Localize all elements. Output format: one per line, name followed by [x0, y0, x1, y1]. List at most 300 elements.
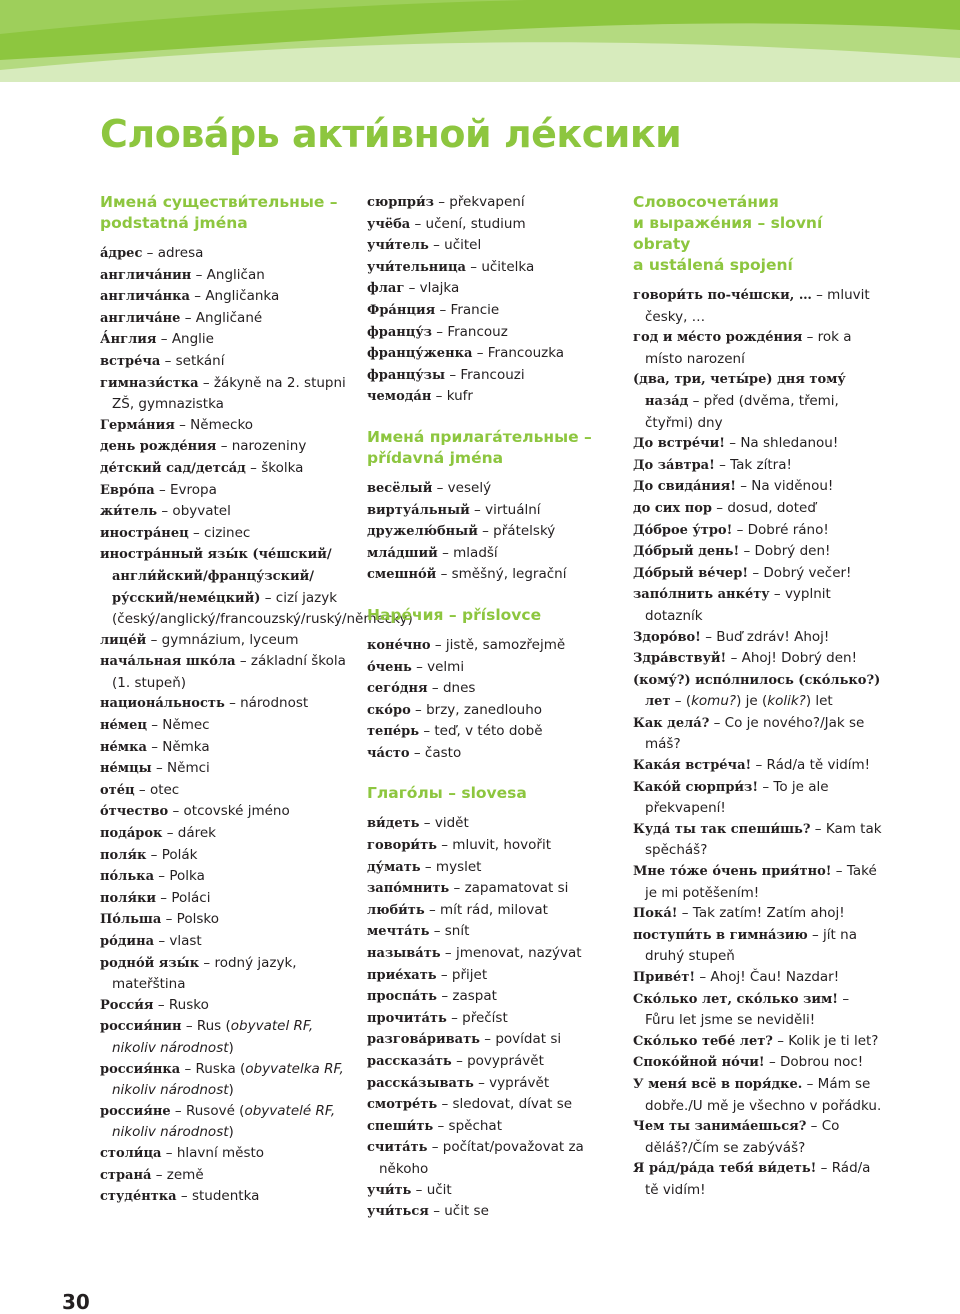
czech-translation: – Francie	[439, 301, 500, 318]
vocab-entry	[633, 861, 883, 903]
czech-translation: – gymnázium, lyceum	[150, 631, 299, 648]
vocab-entry	[367, 343, 617, 365]
russian-term: францу́з	[367, 324, 432, 340]
vocab-entry	[367, 386, 617, 408]
vocab-entry	[100, 523, 352, 545]
vocab-entry	[633, 433, 883, 455]
russian-term: Ско́лько тебе́ лет?	[633, 1033, 773, 1049]
vocab-entry	[633, 903, 883, 925]
czech-translation: – Ruska (	[184, 1060, 246, 1077]
russian-term: страна́	[100, 1167, 152, 1183]
czech-translation: – Kam tak spěcháš?	[645, 820, 882, 859]
translation-note: komu?	[691, 693, 737, 710]
czech-translation: – Co děláš?/Čím se zabýváš?	[645, 1118, 840, 1156]
adjective-list	[367, 478, 617, 586]
translation-continued: )	[228, 1124, 234, 1141]
russian-term: ду́мать	[367, 859, 421, 875]
heading-phrases: Словосочета́ния и выраже́ния – slovní obraty a ustálená spojení	[633, 193, 823, 274]
russian-term: гимнази́стка	[100, 375, 199, 391]
vocab-entry	[100, 953, 352, 995]
russian-term: рассказа́ть	[367, 1054, 452, 1069]
czech-translation: – rok a místo narození	[645, 329, 852, 367]
vocab-entry	[367, 657, 617, 679]
russian-term: проспа́ть	[367, 989, 438, 1005]
russian-term: национа́льность	[100, 696, 225, 712]
russian-term: учи́тель	[367, 238, 429, 254]
russian-term: прие́хать	[367, 967, 437, 983]
czech-translation: – setkání	[164, 352, 225, 369]
czech-translation: – adresa	[146, 245, 204, 261]
czech-translation: – mladší	[442, 544, 498, 561]
russian-term: оте́ц	[100, 782, 135, 798]
czech-translation: – cizí jazyk (český/anglický/francouzský/ruský/německý)	[112, 589, 413, 628]
czech-translation: – Angličan	[195, 266, 265, 283]
vocab-entry	[633, 498, 883, 520]
czech-translation: – národnost	[229, 695, 309, 712]
russian-term: жи́тель	[100, 504, 158, 520]
vocab-entry	[100, 995, 352, 1017]
czech-translation: – povyprávět	[456, 1053, 544, 1069]
russian-term: сего́дня	[367, 681, 428, 697]
russian-term: Здоро́во!	[633, 629, 701, 645]
russian-term: счита́ть	[367, 1140, 428, 1156]
russian-term: мечта́ть	[367, 924, 430, 940]
vocab-entry	[367, 1116, 617, 1138]
russian-term: учи́ться	[367, 1204, 429, 1220]
header-banner	[0, 0, 960, 82]
vocab-entry	[100, 458, 352, 480]
vocab-entry	[633, 1052, 883, 1074]
russian-term: до сих пор	[633, 500, 712, 516]
vocab-entry	[633, 777, 883, 819]
russian-term: называ́ть	[367, 946, 441, 962]
czech-translation: – Dobrý večer!	[752, 564, 852, 581]
vocab-entry	[100, 630, 352, 652]
russian-term: учи́тельница	[367, 259, 466, 275]
czech-translation: – Anglie	[160, 331, 214, 348]
russian-term: Како́й сюрпри́з!	[633, 779, 759, 795]
czech-translation: – mluvit česky, …	[645, 287, 870, 325]
vocab-entry	[100, 866, 352, 888]
vocab-entry	[633, 476, 883, 498]
czech-translation: – mít rád, milovat	[428, 901, 548, 918]
russian-term: Приве́т!	[633, 970, 696, 985]
russian-term: флаг	[367, 281, 405, 297]
czech-translation: – virtuální	[474, 501, 541, 518]
vocab-entry	[100, 1101, 352, 1143]
vocab-entry	[367, 322, 617, 344]
russian-term: де́тский сад/детса́д	[100, 460, 246, 476]
russian-term: запо́лнить анке́ту	[633, 587, 770, 603]
czech-translation: – jistě, samozřejmě	[434, 636, 566, 653]
vocab-entry	[367, 635, 617, 657]
vocab-entry	[367, 1008, 617, 1030]
vocab-entry	[633, 1031, 883, 1053]
vocab-entry	[367, 1029, 617, 1051]
russian-term: чемода́н	[367, 389, 432, 405]
czech-translation: – Rád/a tě vidím!	[755, 757, 871, 774]
czech-translation: – teď, v této době	[423, 723, 543, 740]
czech-translation: – studentka	[180, 1188, 260, 1205]
translation-continued: )	[228, 1039, 234, 1056]
russian-term: Евро́па	[100, 482, 155, 498]
vocab-entry	[633, 455, 883, 477]
vocab-entry	[367, 214, 617, 236]
translation-continued: ) let	[805, 693, 833, 710]
vocab-entry	[100, 1016, 352, 1058]
russian-term: Я ра́д/ра́да тебя́ ви́деть!	[633, 1161, 817, 1177]
russian-term: разгова́ривать	[367, 1032, 480, 1048]
russian-term: россия́нин	[100, 1019, 182, 1035]
czech-translation: – dnes	[431, 680, 476, 697]
vocab-entry	[100, 931, 352, 953]
czech-translation: – vyplnit dotazník	[645, 586, 831, 624]
russian-term: столи́ца	[100, 1145, 162, 1161]
czech-translation: – Rusové (	[174, 1102, 245, 1119]
russian-term: учёба	[367, 216, 411, 232]
heading-adverbs: Наре́чия – příslovce	[367, 605, 542, 624]
czech-translation: – počítat/považovat za někoho	[379, 1139, 584, 1177]
vocab-entry	[367, 743, 617, 765]
adverb-list	[367, 635, 617, 765]
russian-term: мла́дший	[367, 545, 438, 561]
russian-term: говори́ть по-че́шски, …	[633, 288, 812, 303]
czech-translation: – hlavní město	[165, 1144, 265, 1161]
vocab-entry	[367, 257, 617, 279]
vocab-entry	[367, 564, 617, 586]
czech-translation: – Na viděnou!	[740, 478, 834, 495]
vocab-entry	[100, 329, 352, 351]
russian-term: Здра́вствуй!	[633, 651, 727, 667]
vocab-entry	[367, 921, 617, 943]
czech-translation: – zapamatovat si	[453, 880, 569, 897]
vocab-entry	[100, 888, 352, 910]
vocab-entry	[367, 1073, 617, 1095]
czech-translation: – Také je mi potěšením!	[645, 863, 877, 901]
vocab-entry	[633, 285, 883, 327]
russian-term: нача́льная шко́ла	[100, 654, 236, 670]
russian-term: о́тчество	[100, 804, 169, 820]
russian-term: По́льша	[100, 912, 162, 928]
russian-term: день рожде́ния	[100, 439, 217, 455]
translation-continued: )	[228, 1082, 234, 1099]
russian-term: До встре́чи!	[633, 436, 725, 452]
russian-term: лице́й	[100, 632, 147, 648]
czech-translation: – Na shledanou!	[729, 435, 839, 452]
russian-term: не́мцы	[100, 761, 152, 777]
vocab-entry	[367, 1201, 617, 1223]
czech-translation: – mluvit, hovořit	[441, 837, 552, 854]
vocab-entry	[633, 1074, 883, 1116]
page-title: Слова́рь акти́вной ле́ксики	[100, 112, 682, 156]
russian-term: не́мка	[100, 739, 147, 755]
czech-translation: – učit	[415, 1181, 452, 1198]
czech-translation: – Němec	[151, 717, 210, 734]
vocab-entry	[367, 1051, 617, 1073]
russian-term: англича́нка	[100, 289, 190, 305]
vocab-entry	[100, 909, 352, 931]
czech-translation: – Němci	[156, 760, 210, 777]
vocab-entry	[367, 365, 617, 387]
czech-translation: – sledovat, dívat se	[441, 1096, 573, 1113]
czech-translation: – žákyně na 2. stupni ZŠ, gymnazistka	[112, 374, 346, 413]
russian-term: поступи́ть в гимна́зию	[633, 927, 808, 943]
czech-translation: – učit se	[433, 1203, 489, 1220]
russian-term: по́лька	[100, 869, 154, 885]
czech-translation: – učení, studium	[414, 215, 526, 232]
vocab-entry	[100, 1165, 352, 1187]
russian-term: говори́ть	[367, 838, 437, 854]
heading-adjectives: Имена́ прилага́тельные – přídavná jména	[367, 427, 592, 467]
russian-term: поля́к	[100, 847, 147, 863]
vocab-entry	[100, 351, 352, 373]
czech-translation: – Fůru let jsme se neviděli!	[645, 990, 850, 1029]
vocab-entry	[633, 1158, 883, 1200]
column-phrases	[633, 192, 883, 1201]
russian-term: учи́ть	[367, 1182, 412, 1198]
column-middle	[367, 192, 617, 1223]
russian-term: ро́дина	[100, 934, 155, 949]
vocab-entry	[100, 1143, 352, 1165]
czech-translation: – Angličanka	[194, 288, 280, 305]
vocab-entry	[633, 967, 883, 989]
czech-translation: – cizinec	[193, 524, 251, 541]
russian-term: запо́мнить	[367, 881, 450, 897]
vocab-entry	[100, 373, 352, 415]
czech-translation: – Rád/a tě vidím!	[645, 1160, 871, 1198]
page-number: 30	[62, 1290, 90, 1314]
czech-translation: – obyvatel	[161, 503, 231, 520]
banner-graphic	[0, 0, 960, 82]
czech-translation: – Polsko	[165, 911, 219, 928]
russian-term: пода́рок	[100, 826, 163, 842]
czech-translation: – dosud, doteď	[716, 499, 816, 516]
czech-translation: – kufr	[435, 388, 473, 405]
vocab-entry	[100, 286, 352, 308]
heading-verbs: Глаго́лы – slovesa	[367, 784, 527, 803]
vocab-entry	[100, 823, 352, 845]
czech-translation: – Dobrou noc!	[768, 1054, 864, 1071]
russian-term: студе́нтка	[100, 1189, 177, 1205]
russian-term: Росси́я	[100, 997, 154, 1013]
vocab-entry	[100, 715, 352, 737]
czech-translation: – otec	[138, 781, 180, 798]
czech-translation: – snít	[433, 923, 470, 940]
russian-term: Споко́йной но́чи!	[633, 1055, 765, 1071]
russian-term: У меня́ всё в поря́дке.	[633, 1076, 803, 1092]
vocab-entry	[100, 693, 352, 715]
czech-translation: – To je ale překvapení!	[645, 778, 829, 817]
russian-term: (кому́?) испо́лнилось (ско́лько?) лет	[633, 672, 881, 710]
vocab-entry	[367, 678, 617, 700]
vocab-entry	[367, 521, 617, 543]
russian-term: не́мец	[100, 718, 147, 734]
czech-translation: – dárek	[166, 825, 216, 842]
russian-term: До́брое у́тро!	[633, 522, 733, 538]
vocab-entry	[100, 415, 352, 437]
vocab-entry	[100, 780, 352, 802]
czech-translation: – Francouzka	[476, 345, 565, 362]
russian-term: (два, три, четы́ре) дня тому́ наза́д	[633, 372, 846, 409]
vocab-entry	[367, 1180, 617, 1202]
vocab-entry	[100, 308, 352, 330]
vocab-entry	[633, 1116, 883, 1158]
vocab-entry	[633, 327, 883, 369]
vocab-entry	[367, 900, 617, 922]
russian-term: До за́втра!	[633, 457, 715, 473]
czech-translation: – (	[674, 693, 692, 710]
czech-translation: – často	[413, 744, 462, 761]
czech-translation: – Ahoj! Čau! Nazdar!	[699, 969, 840, 985]
czech-translation: – Dobrý den!	[743, 543, 831, 560]
russian-term: А́нглия	[100, 332, 157, 348]
vocab-entry	[367, 500, 617, 522]
vocab-entry	[100, 1059, 352, 1101]
russian-term: встре́ча	[100, 353, 161, 369]
russian-term: Куда́ ты так спеши́шь?	[633, 821, 811, 837]
czech-translation: – vidět	[423, 815, 469, 832]
translation-note: obyvatel RF, nikoliv národnost	[112, 1018, 314, 1056]
vocab-entry	[100, 651, 352, 693]
vocab-entry	[367, 878, 617, 900]
vocab-entry	[367, 986, 617, 1008]
czech-translation: – Co je nového?/Jak se máš?	[645, 714, 865, 753]
russian-term: коне́чно	[367, 637, 431, 653]
russian-term: Фра́нция	[367, 302, 436, 318]
vocab-entry	[100, 801, 352, 823]
vocab-entry	[100, 845, 352, 867]
czech-translation: – Němka	[151, 738, 210, 755]
vocab-entry	[633, 755, 883, 777]
czech-translation: – zaspat	[441, 988, 497, 1005]
russian-term: ви́деть	[367, 816, 420, 832]
vocab-entry	[633, 520, 883, 542]
czech-translation: – povídat si	[484, 1031, 562, 1048]
czech-translation: – přečíst	[451, 1009, 508, 1026]
czech-translation: – přijet	[440, 966, 488, 983]
russian-term: расска́зывать	[367, 1075, 474, 1091]
russian-term: весёлый	[367, 480, 433, 496]
czech-translation: – otcovské jméno	[172, 803, 290, 820]
translation-note: obyvatelka RF, nikoliv národnost	[112, 1060, 344, 1099]
russian-term: прочита́ть	[367, 1010, 447, 1026]
vocab-entry	[100, 737, 352, 759]
heading-nouns: Имена́ существи́тельные – podstatná jména	[100, 193, 338, 232]
czech-translation: – Rusko	[157, 996, 209, 1013]
russian-term: люби́ть	[367, 902, 425, 918]
czech-translation: – narozeniny	[220, 438, 307, 455]
czech-translation: – Francouzi	[449, 366, 525, 383]
vocab-entry	[367, 278, 617, 300]
czech-translation: – Rus (	[185, 1018, 231, 1035]
russian-term: родно́й язы́к	[100, 955, 200, 971]
vocab-entry	[367, 965, 617, 987]
vocab-entry	[100, 265, 352, 287]
czech-translation: – Tak zatím! Zatím ahoj!	[681, 905, 845, 922]
czech-translation: – Německo	[179, 416, 254, 433]
czech-translation: – překvapení	[438, 194, 525, 210]
vocab-entry	[633, 584, 883, 626]
vocab-entry	[367, 835, 617, 857]
czech-translation: – Mám se dobře./U mě je všechno v pořádku.	[645, 1075, 882, 1114]
russian-term: Как дела́?	[633, 715, 710, 731]
czech-translation: – Ahoj! Dobrý den!	[730, 650, 858, 667]
translation-continued: ) je (	[736, 693, 768, 710]
phrase-list	[633, 285, 883, 1201]
czech-translation: – veselý	[436, 479, 492, 496]
czech-translation: – učitelka	[470, 258, 535, 275]
russian-term: До свида́ния!	[633, 479, 736, 495]
vocab-entry	[633, 670, 883, 713]
czech-translation: – brzy, zanedlouho	[415, 701, 543, 718]
russian-term: англича́нин	[100, 267, 192, 283]
vocab-entry	[633, 541, 883, 563]
russian-term: смотре́ть	[367, 1097, 438, 1113]
vocab-entry	[633, 989, 883, 1031]
vocab-entry	[100, 501, 352, 523]
vocab-entry	[367, 478, 617, 500]
russian-term: До́брый ве́чер!	[633, 565, 749, 581]
russian-term: сюрпри́з	[367, 195, 434, 210]
czech-translation: – Buď zdráv! Ahoj!	[705, 628, 830, 645]
czech-translation: – vyprávět	[478, 1074, 550, 1091]
czech-translation: – Francouz	[436, 323, 508, 340]
czech-translation: – před (dvěma, třemi, čtyřmi) dny	[645, 392, 839, 431]
vocab-entry	[367, 813, 617, 835]
vocab-entry	[633, 563, 883, 585]
vocab-entry	[367, 1094, 617, 1116]
russian-term: дружелю́бный	[367, 524, 478, 540]
czech-translation: – Poláci	[160, 889, 211, 906]
czech-translation: – myslet	[424, 858, 482, 875]
vocab-entry	[367, 543, 617, 565]
russian-term: Пока́!	[633, 906, 678, 922]
czech-translation: – jmenovat, nazývat	[444, 945, 582, 962]
russian-term: ча́сто	[367, 745, 410, 761]
vocab-entry	[633, 369, 883, 433]
russian-term: а́дрес	[100, 246, 143, 261]
czech-translation: – vlast	[158, 933, 202, 949]
czech-translation: – směšný, legrační	[440, 566, 567, 583]
russian-term: смешно́й	[367, 567, 437, 583]
vocab-entry	[367, 700, 617, 722]
czech-translation: – jít na druhý stupeň	[645, 926, 857, 965]
czech-translation: – Polák	[150, 846, 198, 863]
czech-translation: – velmi	[416, 658, 465, 675]
russian-term: францу́зы	[367, 367, 446, 383]
vocab-entry	[633, 925, 883, 967]
russian-term: россия́нка	[100, 1061, 181, 1077]
vocab-entry	[367, 300, 617, 322]
verb-list	[367, 813, 617, 1222]
russian-term: До́брый день!	[633, 544, 740, 560]
vocab-entry	[633, 713, 883, 755]
czech-translation: – Kolik je ti let?	[777, 1032, 879, 1049]
russian-term: тепе́рь	[367, 724, 420, 740]
czech-translation: – školka	[250, 459, 304, 476]
vocab-entry	[100, 758, 352, 780]
vocab-entry	[367, 943, 617, 965]
vocab-entry	[367, 192, 617, 214]
russian-term: виртуа́льный	[367, 502, 470, 518]
russian-term: Мне то́же о́чень прия́тно!	[633, 864, 832, 880]
russian-term: англича́не	[100, 310, 181, 326]
vocab-entry	[100, 436, 352, 458]
russian-term: Чем ты занима́ешься?	[633, 1119, 807, 1135]
vocab-entry	[367, 1137, 617, 1179]
czech-translation: – Dobré ráno!	[736, 521, 829, 538]
russian-term: год и ме́сто рожде́ния	[633, 330, 803, 346]
